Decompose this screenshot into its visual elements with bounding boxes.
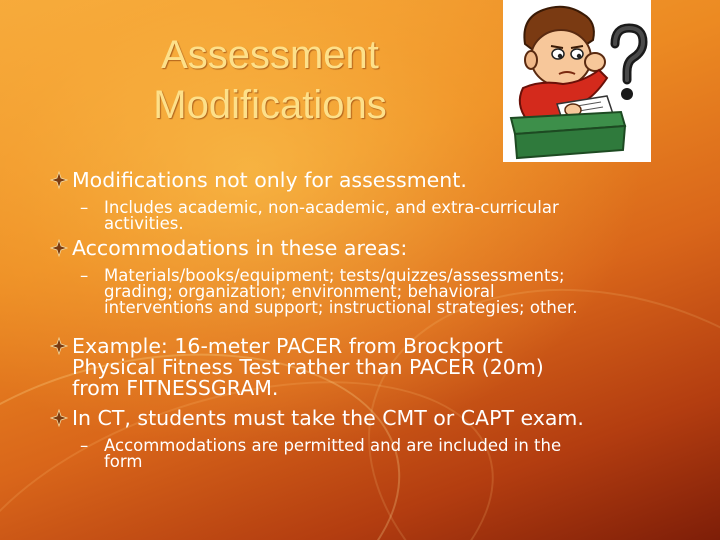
bullet-star-icon (50, 409, 68, 427)
title-line-1: Assessment (161, 33, 379, 77)
bullet-star-icon (50, 171, 68, 189)
bullet-text: Accommodations in these areas: (72, 236, 408, 260)
bullet-star-icon (50, 337, 68, 355)
bullet-text: In CT, students must take the CMT or CAPT exam. (72, 406, 584, 430)
sub-bullet (80, 200, 559, 232)
sub-bullet-text: Includes academic, non-academic, and extra-curricular activities. (104, 198, 559, 233)
bullet-text: Modifications not only for assessment. (72, 168, 467, 192)
sub-bullet-dash: – (80, 266, 89, 285)
bullet-star-icon (50, 239, 68, 257)
bullet-text: Example: 16-meter PACER from Brockport Physical Fitness Test rather than PACER (20m) from FITNESSGRAM. (72, 334, 544, 400)
sub-bullet-dash: – (80, 436, 89, 455)
sub-bullet-dash: – (80, 198, 89, 217)
sub-bullet (80, 268, 578, 316)
sub-bullet-text: Materials/books/equipment; tests/quizzes/assessments; grading; organization; environment; behavioral interventions and support; instructional strategies; other. (104, 266, 578, 317)
title-line-2: Modifications (153, 83, 387, 127)
sub-bullet (80, 438, 561, 470)
sub-bullet-text: Accommodations are permitted and are included in the form (104, 436, 562, 471)
